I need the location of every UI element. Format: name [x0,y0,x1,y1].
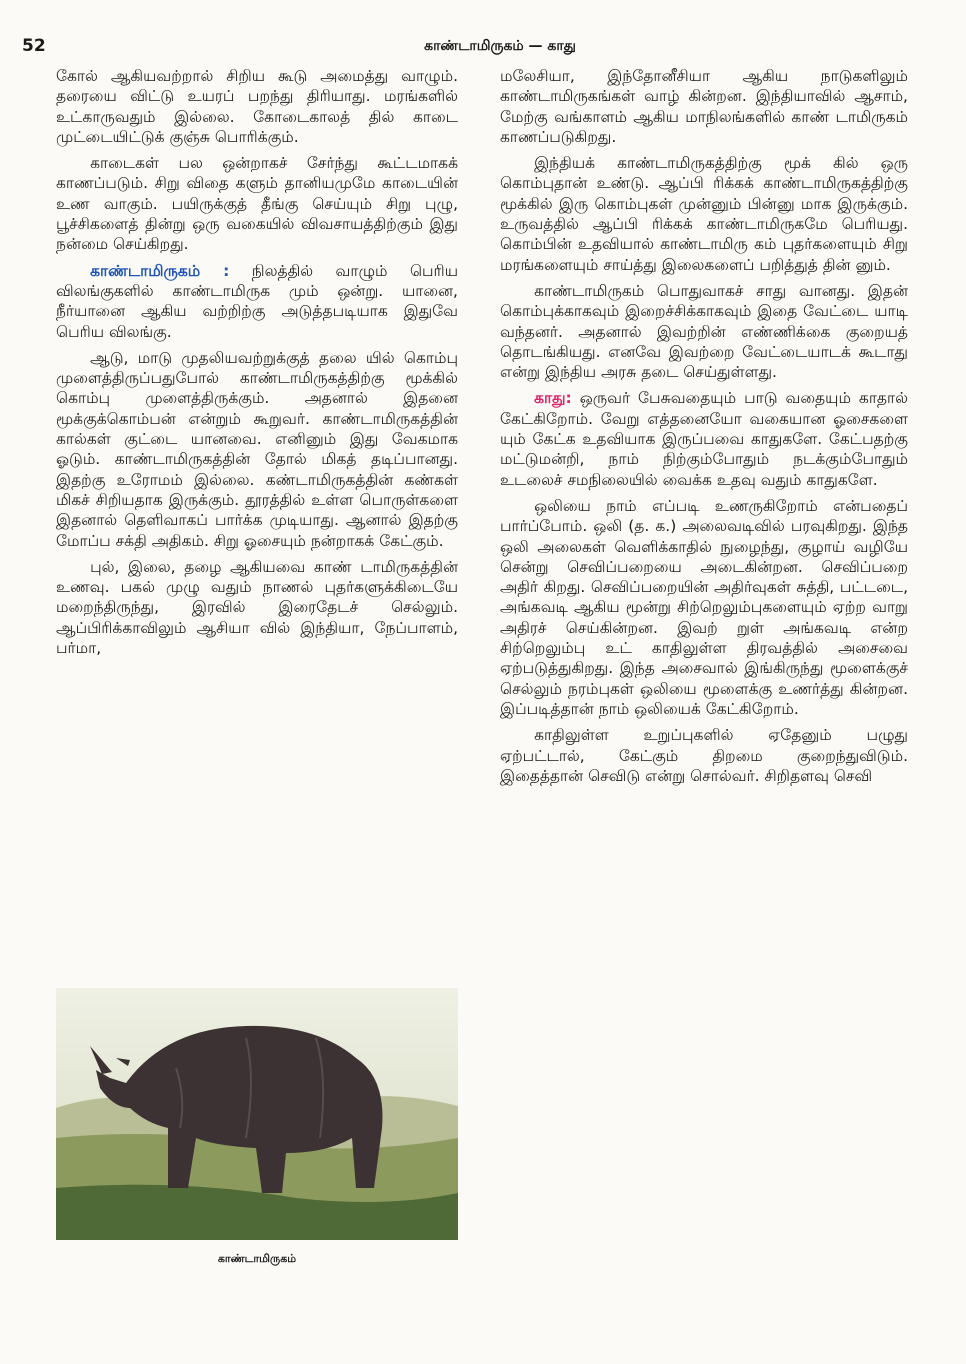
paragraph: காடைகள் பல ஒன்றாகச் சேர்ந்து கூட்டமாகக் காணப்படும். சிறு விதை களும் தானியமுமே காடையின் உண வாகும். பயிருக்குத் தீங்கு செய்யும் சிறு புழு, பூச்சிகளைத் தின்று ஒரு வகையில் விவசாயத்திற்கும் இது நன்மை செய்கிறது. [56,154,458,254]
page-number: 52 [22,36,46,56]
paragraph: மலேசியா, இந்தோனீசியா ஆகிய நாடுகளிலும் காண்டாமிருகங்கள் வாழ் கின்றன. இந்தியாவில் ஆசாம், மேற்கு வங்காளம் ஆகிய மாநிலங்களில் காண் டாமிருகம் காணப்படுகிறது. [500,67,908,146]
paragraph-rhinoceros [56,261,458,342]
paragraph-text: ஒருவர் பேசுவதையும் பாடு வதையும் காதால் கேட்கிறோம். வேறு எத்தனையோ வகையான ஓசைகளை யும் கேட்க உதவியாக இருப்பவை காதுகளே. கேட்பதற்கு மட்டுமன்றி, நாம் நிற்கும்போதும் நடக்கும்போதும் உடலைச் சமநிலையில் வைக்க உதவு வதும் காதுகளே. [500,389,908,489]
paragraph: ஆடு, மாடு முதலியவற்றுக்குத் தலை யில் கொம்பு முளைத்திருப்பதுபோல் காண்டாமிருகத்திற்கு மூக்கில் கொம்பு முளைத்திருக்கும். அதனால் இதனை மூக்குக்கொம்பன் என்றும் கூறுவர். காண்டாமிருகத்தின் கால்கள் குட்டை யானவை. எனினும் இது வேகமாக ஓடும். காண்டாமிருகத்தின் தோல் மிகத் தடிப்பானது. இதற்கு உரோமம் இல்லை. கண்டாமிருகத்தின் கண்கள் மிகச் சிறியதாக இருக்கும். தூரத்தில் உள்ள பொருள்களை இதனால் தெளிவாகப் பார்க்க முடியாது. ஆனால் இதற்கு மோப்ப சக்தி அதிகம். சிறு ஓசையும் நன்றாகக் கேட்கும். [56,348,458,550]
rhinoceros-illustration [56,988,458,1240]
left-column [56,66,458,664]
entry-term-rhinoceros: காண்டாமிருகம் : [90,261,230,280]
paragraph-text: நிலத்தில் வாழும் பெரிய விலங்குகளில் காண்டாமிருக மும் ஒன்று. யானை, நீர்யானை ஆகிய வற்றிற்கு அடுத்தபடியாக இதுவே பெரிய விலங்கு. [56,261,458,341]
paragraph: கோல் ஆகியவற்றால் சிறிய கூடு அமைத்து வாழும். தரையை விட்டு உயரப் பறந்து திரியாது. மரங்களில் உட்காருவதும் இல்லை. கோடைகாலத் தில் காடை முட்டையிட்டுக் குஞ்சு பொரிக்கும். [56,67,458,146]
paragraph: ஒலியை நாம் எப்படி உணருகிறோம் என்பதைப் பார்ப்போம். ஒலி (த. க.) அலைவடிவில் பரவுகிறது. இந்த ஒலி அலைகள் வெளிக்காதில் நுழைந்து, குழாய் வழியே சென்று செவிப்பறையை அடைகின்றன. செவிப்பறை அதிர் கிறது. செவிப்பறையின் அதிர்வுகள் சுத்தி, பட்டடை, அங்கவடி ஆகிய மூன்று சிற்றெலும்புகளையும் ஏற்ற வாறு அதிரச் செய்கின்றன. இவற் றுள் அங்கவடி என்ற சிற்றெலும்பு உட் காதிலுள்ள திரவத்தில் அசைவை ஏற்படுத்துகிறது. இந்த அசைவால் இங்கிருந்து மூளைக்குச் செல்லும் நரம்புகள் ஒலியை மூளைக்கு உணர்த்து கின்றன. இப்படித்தான் நாம் ஒலியைக் கேட்கிறோம். [500,496,908,718]
entry-term-ear: காது: [534,389,572,408]
figure-caption: காண்டாமிருகம் [217,1252,297,1265]
paragraph: புல், இலை, தழை ஆகியவை காண் டாமிருகத்தின் உணவு. பகல் முழு வதும் நாணல் புதர்களுக்கிடையே மறைந்திருந்து, இரவில் இரைதேடச் செல்லும். ஆப்பிரிக்காவிலும் ஆசியா வில் இந்தியா, நேப்பாளம், பர்மா, [56,557,458,658]
paragraph: காண்டாமிருகம் பொதுவாகச் சாது வானது. இதன் கொம்புக்காகவும் இறைச்சிக்காகவும் இதை வேட்டை யாடி வந்தனர். அதனால் இவற்றின் எண்ணிக்கை குறையத் தொடங்கியது. எனவே இவற்றை வேட்டையாடக் கூடாது என்று இந்திய அரசு தடை செய்துள்ளது. [500,281,908,382]
paragraph-ear [500,388,908,489]
running-title: காண்டாமிருகம் — காது [424,38,576,54]
paragraph: காதிலுள்ள உறுப்புகளில் ஏதேனும் பழுது ஏற்பட்டால், கேட்கும் திறமை குறைந்துவிடும். இதைத்தான் செவிடு என்று சொல்வர். சிறிதளவு செவி [500,726,908,785]
paragraph: இந்தியக் காண்டாமிருகத்திற்கு மூக் கில் ஒரு கொம்புதான் உண்டு. ஆப்பி ரிக்கக் காண்டாமிருகத்திற்கு மூக்கில் இரு கொம்புகள் முன்னும் பின்னு மாக இருக்கும். உருவத்தில் ஆப்பி ரிக்கக் காண்டாமிருகமே பெரியது. கொம்பின் உதவியால் காண்டாமிரு கம் புதர்களையும் சிறு மரங்களையும் சாய்த்து இலைகளைப் பறித்துத் தின் னும். [500,154,908,274]
right-column [500,66,908,792]
